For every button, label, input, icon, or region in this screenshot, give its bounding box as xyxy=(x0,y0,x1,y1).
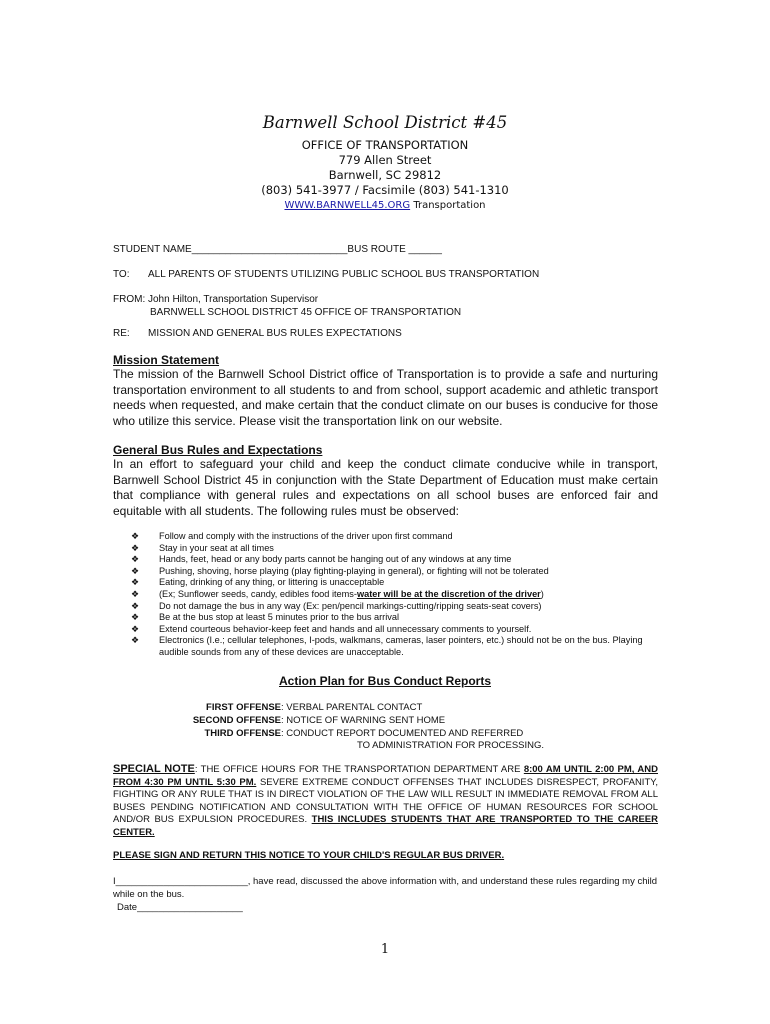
city-state-zip: Barnwell, SC 29812 xyxy=(328,168,442,182)
website-line xyxy=(0,198,770,213)
to-label: TO: xyxy=(113,269,130,280)
diamond-bullet-icon: ❖ xyxy=(131,588,140,599)
first-offense-value: : VERBAL PARENTAL CONTACT xyxy=(281,702,423,713)
office-hours: 8:00 AM UNTIL 2:00 PM, AND FROM 4:30 PM UNTIL 5:30 PM. xyxy=(113,764,658,788)
rule-text: Stay in your seat at all times xyxy=(159,542,274,553)
diamond-bullet-icon: ❖ xyxy=(131,542,140,553)
second-offense-label: SECOND OFFENSE xyxy=(192,715,281,726)
third-offense-continued: TO ADMINISTRATION FOR PROCESSING. xyxy=(357,740,545,751)
list-item xyxy=(131,531,671,543)
list-item xyxy=(131,566,671,578)
rule-text: Do not damage the bus in any way (Ex: pen/pencil markings-cutting/ripping seats-seat covers) xyxy=(159,600,542,611)
list-item xyxy=(131,543,671,555)
third-offense xyxy=(176,728,523,741)
diamond-bullet-icon: ❖ xyxy=(131,612,140,623)
student-name-line: STUDENT NAME____________________________BUS ROUTE ______ xyxy=(113,244,442,255)
special-note-text-2: SEVERE EXTREME CONDUCT OFFENSES THAT INCLUDES DISRESPECT, PROFANITY, FIGHTING OR ANY RULE THAT IS IN DIRECT VIOLATION OF THE LAW WILL RESULT IN IMMEDIATE REMOVAL FROM ALL BUSES PENDING NOTIFICATION AND CONSULTATION WITH THE OFFICE OF HUMAN RESOURCES FOR SCHOOL AND/OR BUS EXPULSION PROCEDURES. xyxy=(113,776,658,825)
rule-text: Follow and comply with the instructions of the driver upon first command xyxy=(159,531,453,541)
diamond-bullet-icon: ❖ xyxy=(131,635,140,646)
third-offense-label: THIRD OFFENSE xyxy=(204,728,281,739)
special-note-title: SPECIAL NOTE xyxy=(113,763,195,775)
list-item xyxy=(131,589,671,601)
memo-from xyxy=(113,293,673,319)
diamond-bullet-icon: ❖ xyxy=(131,623,140,634)
website-suffix: Transportation xyxy=(413,200,486,211)
to-value: ALL PARENTS OF STUDENTS UTILIZING PUBLIC SCHOOL BUS TRANSPORTATION xyxy=(148,269,540,280)
special-note-text-1: : THE OFFICE HOURS FOR THE TRANSPORTATION DEPARTMENT ARE xyxy=(194,764,524,775)
date-line: Date____________________ xyxy=(117,902,243,913)
list-item xyxy=(131,601,671,613)
diamond-bullet-icon: ❖ xyxy=(131,600,140,611)
memo-re xyxy=(113,327,673,340)
mission-body: The mission of the Barnwell School District office of Transportation is to provide a safe and nurturing transportation environment to all students to and from school, support academic and athletic transport needs when requested, and make certain that the conduct climate on our buses is conducive for those who utilize this service. Please visit the transportation link on our website. xyxy=(113,367,658,428)
third-offense-value: : CONDUCT REPORT DOCUMENTED AND REFERRED xyxy=(281,728,524,739)
mission-title: Mission Statement xyxy=(113,353,220,367)
diamond-bullet-icon: ❖ xyxy=(131,531,140,541)
rules-list xyxy=(131,531,671,659)
rule-text: Electronics (I.e.; cellular telephones, I-pods, walkmans, cameras, laser pointers, etc.) should not be on the bus. Playing audible sounds from any of these devices are unacceptable. xyxy=(159,635,643,657)
first-offense xyxy=(176,702,422,715)
rule-text-end: ) xyxy=(540,588,544,599)
district-name: Barnwell School District #45 xyxy=(262,113,508,132)
acknowledgement-line: I_________________________, have read, discussed the above information with, and understand these rules regarding my child while on the bus. xyxy=(113,876,657,900)
letterhead xyxy=(0,112,770,213)
rule-emphasis: water will be at the discretion of the driver xyxy=(356,588,541,599)
memo-to xyxy=(113,268,673,281)
page-number: 1 xyxy=(380,942,390,957)
second-offense xyxy=(176,715,445,728)
from-line-1: FROM: John Hilton, Transportation Supervisor xyxy=(113,294,319,305)
special-note xyxy=(113,763,658,839)
second-offense-value: : NOTICE OF WARNING SENT HOME xyxy=(281,715,446,726)
general-rules-title: General Bus Rules and Expectations xyxy=(113,443,323,457)
diamond-bullet-icon: ❖ xyxy=(131,554,140,565)
diamond-bullet-icon: ❖ xyxy=(131,577,140,588)
career-center-note: THIS INCLUDES STUDENTS THAT ARE TRANSPORTED TO THE CAREER CENTER. xyxy=(113,814,658,838)
diamond-bullet-icon: ❖ xyxy=(131,565,140,576)
rule-text: (Ex; Sunflower seeds, candy, edibles food items- xyxy=(159,588,357,599)
rule-text: Eating, drinking of any thing, or littering is unacceptable xyxy=(159,577,385,588)
list-item xyxy=(131,635,671,658)
street-address: 779 Allen Street xyxy=(338,153,432,167)
rule-text: Hands, feet, head or any body parts cannot be hanging out of any windows at any time xyxy=(159,554,512,565)
re-value: MISSION AND GENERAL BUS RULES EXPECTATIONS xyxy=(148,328,402,339)
phone-fax: (803) 541-3977 / Facsimile (803) 541-1310 xyxy=(261,183,509,197)
sign-instruction: PLEASE SIGN AND RETURN THIS NOTICE TO YOUR CHILD'S REGULAR BUS DRIVER. xyxy=(113,850,505,861)
rule-text: Pushing, shoving, horse playing (play fighting-playing in general), or fighting will not be tolerated xyxy=(159,565,549,576)
office-name: OFFICE OF TRANSPORTATION xyxy=(301,138,469,152)
from-line-2: BARNWELL SCHOOL DISTRICT 45 OFFICE OF TRANSPORTATION xyxy=(150,307,462,318)
list-item xyxy=(131,554,671,566)
list-item xyxy=(131,577,671,589)
website-link[interactable]: WWW.BARNWELL45.ORG xyxy=(284,200,411,211)
general-rules-body: In an effort to safeguard your child and keep the conduct climate conducive while in transport, Barnwell School District 45 in conjunction with the State Department of Education must make certain that compliance with general rules and expectations on all school buses are enforced fair and equitable with all students. The following rules must be observed: xyxy=(113,457,658,518)
rule-text: Extend courteous behavior-keep feet and hands and all unnecessary comments to yourself. xyxy=(159,623,532,634)
re-label: RE: xyxy=(113,328,130,339)
action-plan-title: Action Plan for Bus Conduct Reports xyxy=(278,674,491,688)
list-item xyxy=(131,612,671,624)
first-offense-label: FIRST OFFENSE xyxy=(206,702,281,713)
list-item xyxy=(131,624,671,636)
rule-text: Be at the bus stop at least 5 minutes prior to the bus arrival xyxy=(159,612,400,623)
